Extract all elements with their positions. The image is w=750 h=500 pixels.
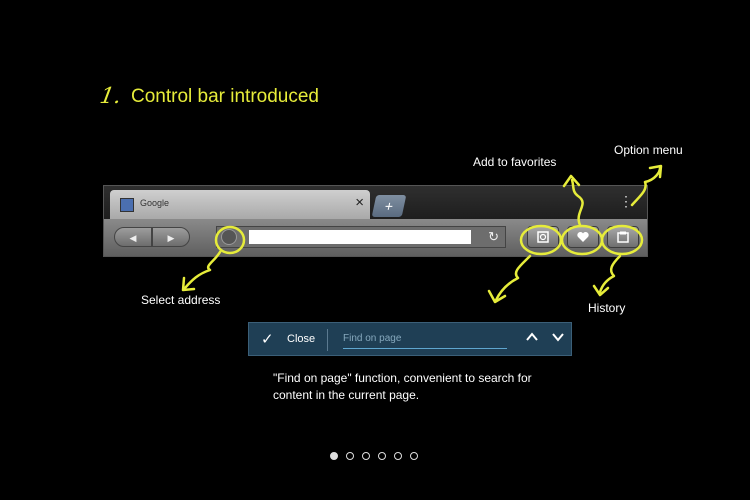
arrowhead-option-menu [650,166,661,177]
arrow-history [600,256,620,292]
address-bar[interactable] [216,226,506,248]
arrowhead-select-address [183,278,194,290]
page-dot[interactable] [362,452,370,460]
annotation-history: History [588,301,626,315]
bookmarks-icon [536,230,550,244]
option-menu-icon[interactable]: ⋮ [619,193,633,209]
page-dot[interactable] [378,452,386,460]
address-input[interactable] [249,230,471,244]
page-dot[interactable] [394,452,402,460]
find-description [273,370,593,404]
google-favicon-icon [120,198,134,212]
new-tab-button[interactable]: + [372,195,407,217]
check-icon[interactable]: ✓ [261,331,274,348]
find-on-page-bar [248,322,572,356]
arrowhead-history [594,286,608,295]
history-button[interactable] [607,226,639,248]
annotation-select-address: Select address [141,293,221,307]
browser-control-bar [103,185,648,257]
annotation-option-menu: Option menu [614,143,683,157]
tab-close-icon[interactable]: × [355,194,364,211]
toolbar [104,219,647,256]
arrowhead-bookmarks [489,291,505,302]
heading-text: Control bar introduced [131,85,319,107]
page-dot-active[interactable] [330,452,338,460]
browser-tab[interactable] [110,190,370,219]
bookmarks-button[interactable] [527,226,559,248]
divider [327,329,328,351]
forward-button[interactable]: ▶ [152,227,190,247]
slide-heading [97,84,319,109]
find-input[interactable] [343,329,507,349]
history-icon [616,230,630,244]
arrow-bookmarks [496,256,530,300]
tab-title: Google [140,198,170,208]
site-info-icon[interactable] [221,229,237,245]
page-dot[interactable] [346,452,354,460]
heading-number: 1. [97,84,124,109]
arrow-select-address [185,252,220,288]
page-dot[interactable] [410,452,418,460]
reload-icon[interactable]: ↻ [488,229,499,244]
back-button[interactable]: ◀ [114,227,152,247]
tab-strip [104,186,647,219]
add-to-favorites-button[interactable] [567,226,599,248]
find-close-button[interactable]: Close [287,333,316,345]
pagination-dots [330,452,418,460]
annotation-add-to-favorites: Add to favorites [473,155,557,169]
favorite-heart-icon [576,230,590,244]
description-line-2: content in the current page. [273,388,420,402]
chevron-up-icon[interactable] [525,330,539,344]
description-line-1: "Find on page" function, convenient to search for [273,371,532,385]
chevron-down-icon[interactable] [551,330,565,344]
